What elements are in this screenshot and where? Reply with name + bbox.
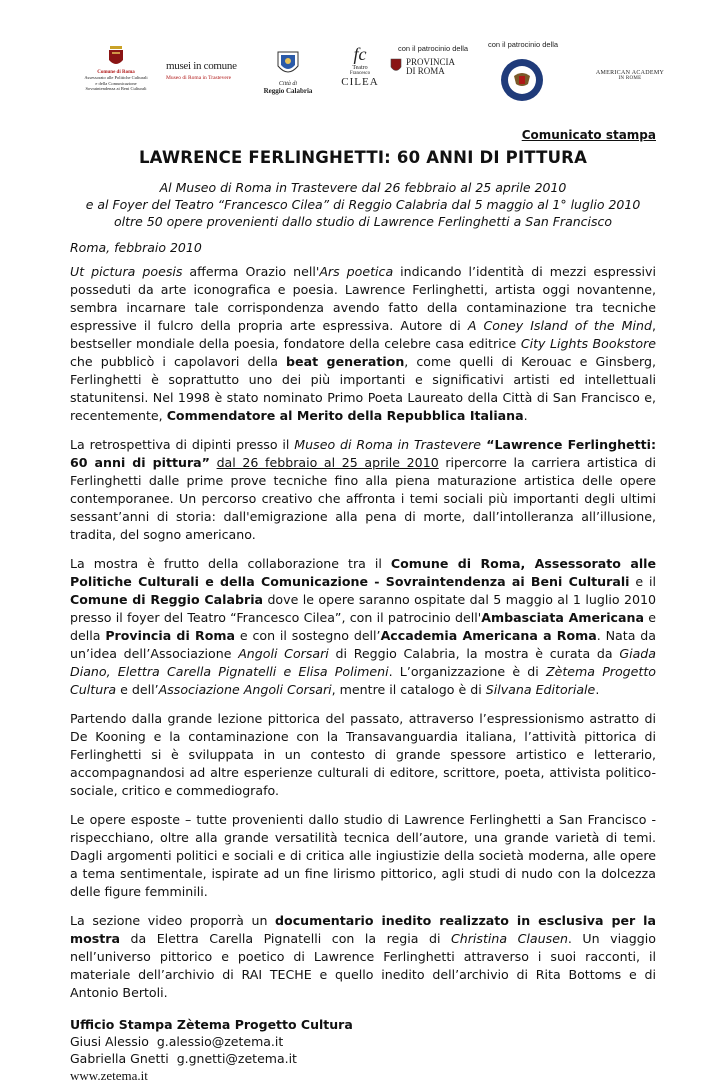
body-text [70, 263, 656, 1002]
website-link[interactable]: www.zetema.it [70, 1068, 148, 1083]
text-run: La sezione video proporrà un [70, 913, 276, 928]
text-run: che pubblicò i capolavori della [70, 354, 287, 369]
musei-brand: musei in comune [166, 60, 237, 72]
text-run: . L’organizzazione è di [388, 664, 546, 679]
contact-row [70, 1033, 656, 1050]
text-run: Accademia Americana a Roma [380, 628, 597, 643]
text-run [210, 455, 217, 470]
body-paragraph [70, 912, 656, 1002]
text-run: indicando l’identità di mezzi espressivi posseduti da arte iconografica e poesia. Lawrence Ferlinghetti, artista oggi novantenne, sembra incarnare tale corrispondenza avendo fatto della contaminazione tra tecniche espressive il fulcro della propria arte espressiva. Autore di [70, 264, 657, 333]
text-run: Museo di Roma in Trastevere [294, 437, 481, 452]
reggio-crest-icon [275, 48, 301, 78]
dateline: Roma, febbraio 2010 [70, 240, 202, 255]
logo-comune-roma: Comune di Roma Assessorato alle Politiche Culturali e della Comunicazione Sovraintendenza ai Beni Culturali [76, 44, 156, 92]
provincia-crest-icon [390, 58, 402, 74]
document-subtitle: Al Museo di Roma in Trastevere dal 26 febbraio al 25 aprile 2010 e al Foyer del Teatro “Francesco Cilea” di Reggio Calabria dal 5 maggio al 1° luglio 2010 oltre 50 opere provenienti dallo studio di Lawrence Ferlinghetti a San Francisco [85, 180, 641, 229]
text-run: , come quelli di Kerouac e Ginsberg, Ferlinghetti è soprattutto uno dei più importanti e significativi artisti ed intellettuali statunitensi. Nel 1998 è stato nominato Primo Poeta Laureato della Città di San Francisco e, recentemente, [70, 354, 657, 423]
text-run: . [523, 408, 528, 423]
text-run: Comune di Roma, Assessorato alle Politiche Culturali e della Comunicazione - Sovraintendenza ai Beni Culturali [70, 556, 656, 589]
text-run: . Nata da un’idea dell’Associazione [70, 628, 657, 661]
logo-musei-in-comune: musei in comune Museo di Roma in Trastevere [166, 60, 246, 81]
text-run: La mostra è frutto della collaborazione tra il [70, 556, 391, 571]
text-run: . Un viaggio nell’universo pittorico e poetico di Lawrence Ferlinghetti attraverso i suoi racconti, il materiale dell’archivio di RAI TECHE e quello inedito dell’archivio di Rita Bottoms e di Antonio Bertoli. [70, 931, 656, 1000]
text-run: Associazione Angoli Corsari [158, 682, 332, 697]
text-run: Ambasciata Americana [481, 610, 644, 625]
press-office [70, 1016, 656, 1084]
text-run: “Lawrence Ferlinghetti: 60 anni di pittura” [70, 437, 656, 470]
text-run: Provincia di Roma [105, 628, 235, 643]
text-run: e il [629, 574, 656, 589]
logo-reggio-calabria: Città di Reggio Calabria [260, 48, 316, 95]
text-run: Giada Diano, Elettra Carella Pignatelli e Elisa Polimeni [70, 646, 656, 679]
logo-strip [70, 40, 670, 114]
logo-ambasciata: con il patrocinio della [488, 58, 568, 104]
text-run: e con il sostegno dell’ [234, 628, 381, 643]
text-run: e della [70, 610, 656, 643]
text-run: , bestseller mondiale della poesia, fondatore della celebre casa editrice [70, 318, 656, 351]
text-run: City Lights Bookstore [520, 336, 656, 351]
text-run: di Reggio Calabria, la mostra è curata da [328, 646, 620, 661]
text-run: , mentre il catalogo è di [331, 682, 486, 697]
text-run: afferma Orazio nell' [182, 264, 320, 279]
contact-email[interactable]: g.gnetti@zetema.it [176, 1051, 297, 1066]
press-office-heading: Ufficio Stampa Zètema Progetto Cultura [70, 1017, 353, 1032]
text-run: dal 26 febbraio al 25 aprile 2010 [216, 455, 439, 470]
text-run: Silvana Editoriale [485, 682, 596, 697]
contact-email[interactable]: g.alessio@zetema.it [156, 1034, 284, 1049]
text-run: Zètema Progetto Cultura [70, 664, 657, 697]
text-run: Le opere esposte – tutte provenienti dallo studio di Lawrence Ferlinghetti a San Francisco - rispecchiano, oltre alla grande versatilità tecnica dell’autore, una grande varietà di temi. Dagli argomenti politici e sociali e di critica alle ingiustizie della società moderna, alle opere a tema sentimentale, ispirate ad un fine lirismo pittorico, agli studi di nudo con la dolcezza delle figure femminili. [70, 812, 656, 899]
text-run: e dell’ [116, 682, 159, 697]
text-run: Comune di Reggio Calabria [70, 592, 264, 607]
body-paragraph [70, 811, 656, 901]
embassy-seal-icon [500, 58, 544, 102]
text-run: da Elettra Carella Pignatelli con la regia di [120, 931, 451, 946]
body-paragraph [70, 710, 656, 800]
logo-provincia-roma: con il patrocinio della PROVINCIA DI ROMA [390, 58, 480, 76]
text-run: A Coney Island of the Mind [467, 318, 652, 333]
document-label: Comunicato stampa [521, 128, 656, 142]
text-run: Angoli Corsari [238, 646, 329, 661]
logo-teatro-cilea: fc Teatro Francesco CILEA [336, 44, 384, 88]
document-title: LAWRENCE FERLINGHETTI: 60 ANNI DI PITTURA [138, 148, 588, 167]
contact-name: Giusi Alessio [70, 1034, 149, 1049]
text-run: dove le opere saranno ospitate dal 5 maggio al 1 luglio 2010 presso il foyer del Teatro “Francesco Cilea”, con il patrocinio dell' [70, 592, 656, 625]
text-run: Ut pictura poesis [70, 264, 183, 279]
text-run: Christina Clausen [450, 931, 568, 946]
contact-row [70, 1050, 656, 1067]
text-run: beat generation [286, 354, 405, 369]
roma-crest-icon [107, 44, 125, 68]
contact-name: Gabriella Gnetti [70, 1051, 169, 1066]
cilea-mark: fc [353, 44, 367, 64]
text-run: Commendatore al Merito della Repubblica Italiana [166, 408, 524, 423]
text-run: Ars poetica [319, 264, 394, 279]
text-run: La retrospettiva di dipinti presso il [70, 437, 295, 452]
body-paragraph [70, 436, 656, 544]
body-paragraph [70, 263, 656, 425]
body-paragraph [70, 555, 656, 699]
text-run: documentario inedito realizzato in esclusiva per la mostra [70, 913, 656, 946]
text-run: . [595, 682, 600, 697]
press-release [70, 124, 656, 1084]
text-run: ripercorre la carriera artistica di Ferlinghetti dalle prime prove tecniche fino alla piena maturazione artistica delle opere contemporanee. Un percorso creativo che affronta i temi sociali più importanti degli ultimi sessant’anni di storia: dall'emigrazione alla pena di morte, dall’intolleranza all’illusione, tradita, del sogno americano. [70, 455, 656, 542]
text-run: Partendo dalla grande lezione pittorica del passato, attraverso l’espressionismo astratto di De Kooning e la contaminazione con la Transavanguardia italiana, l’attività pittorica di Ferlinghetti si è sviluppata in un contesto di grande spessore artistico e letterario, accompagnandosi ad altre esperienze culturali di editore, scrittore, poeta, attivista politico-sociale, critico e commediografo. [70, 711, 656, 798]
logo-american-academy: AMERICAN ACADEMY IN ROME [595, 70, 665, 81]
